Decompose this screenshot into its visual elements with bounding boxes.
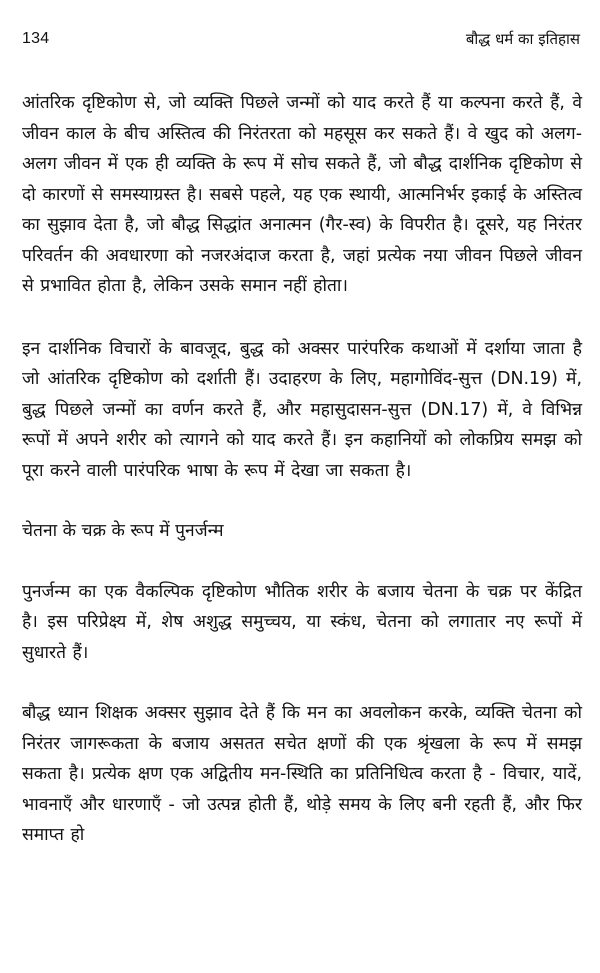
section-heading: चेतना के चक्र के रूप में पुनर्जन्म [22, 521, 224, 541]
paragraph-4: बौद्ध ध्यान शिक्षक अक्सर सुझाव देते हैं कि मन का अवलोकन करके, व्यक्ति चेतना को निरंतर जागरूकता के बजाय असतत सचेत क्षणों की एक श्रृंखला के रूप में समझ सकता है। प्रत्येक क्षण एक अद्वितीय मन-स्थिति का प्रतिनिधित्व करता है - विचार, यादें, भावनाएँ और धारणाएँ - जो उत्पन्न होती हैं, थोड़े समय के लिए बनी रहती हैं, और फिर समाप्त हो [22, 703, 582, 845]
running-title: बौद्ध धर्म का इतिहास [465, 30, 580, 48]
paragraph-1: आंतरिक दृष्टिकोण से, जो व्यक्ति पिछले जन्मों को याद करते हैं या कल्पना करते हैं, वे जीवन काल के बीच अस्तित्व की निरंतरता को महसूस कर सकते हैं। वे खुद को अलग-अलग जीवन में एक ही व्यक्ति के रूप में सोच सकते हैं, जो बौद्ध दार्शनिक दृष्टिकोण से दो कारणों से समस्याग्रस्त है। सबसे पहले, यह एक स्थायी, आत्मनिर्भर इकाई के अस्तित्व का सुझाव देता है, जो बौद्ध सिद्धांत अनात्मन (गैर-स्व) के विपरीत है। दूसरे, यह निरंतर परिवर्तन की अवधारणा को नजरअंदाज करता है, जहां प्रत्येक नया जीवन पिछले जीवन से प्रभावित होता है, लेकिन उसके समान नहीं होता। [22, 93, 582, 296]
paragraph-2: इन दार्शनिक विचारों के बावजूद, बुद्ध को अक्सर पारंपरिक कथाओं में दर्शाया जाता है जो आंतरिक दृष्टिकोण को दर्शाती हैं। उदाहरण के लिए, महागोविंद-सुत्त (DN.19) में, बुद्ध पिछले जन्मों का वर्णन करते हैं, और महासुदासन-सुत्त (DN.17) में, वे विभिन्न रूपों में अपने शरीर को त्यागने को याद करते हैं। इन कहानियों को लोकप्रिय समझ को पूरा करने वाली पारंपरिक भाषा के रूप में देखा जा सकता है। [22, 338, 582, 481]
paragraph-3: पुनर्जन्म का एक वैकल्पिक दृष्टिकोण भौतिक शरीर के बजाय चेतना के चक्र पर केंद्रित है। इस परिप्रेक्ष्य में, शेष अशुद्ध समुच्चय, या स्कंध, चेतना को लगातार नए रूपों में सुधारते हैं। [22, 581, 582, 663]
page-number: 134 [22, 30, 50, 47]
page-body [22, 88, 582, 851]
page-header [22, 26, 580, 52]
